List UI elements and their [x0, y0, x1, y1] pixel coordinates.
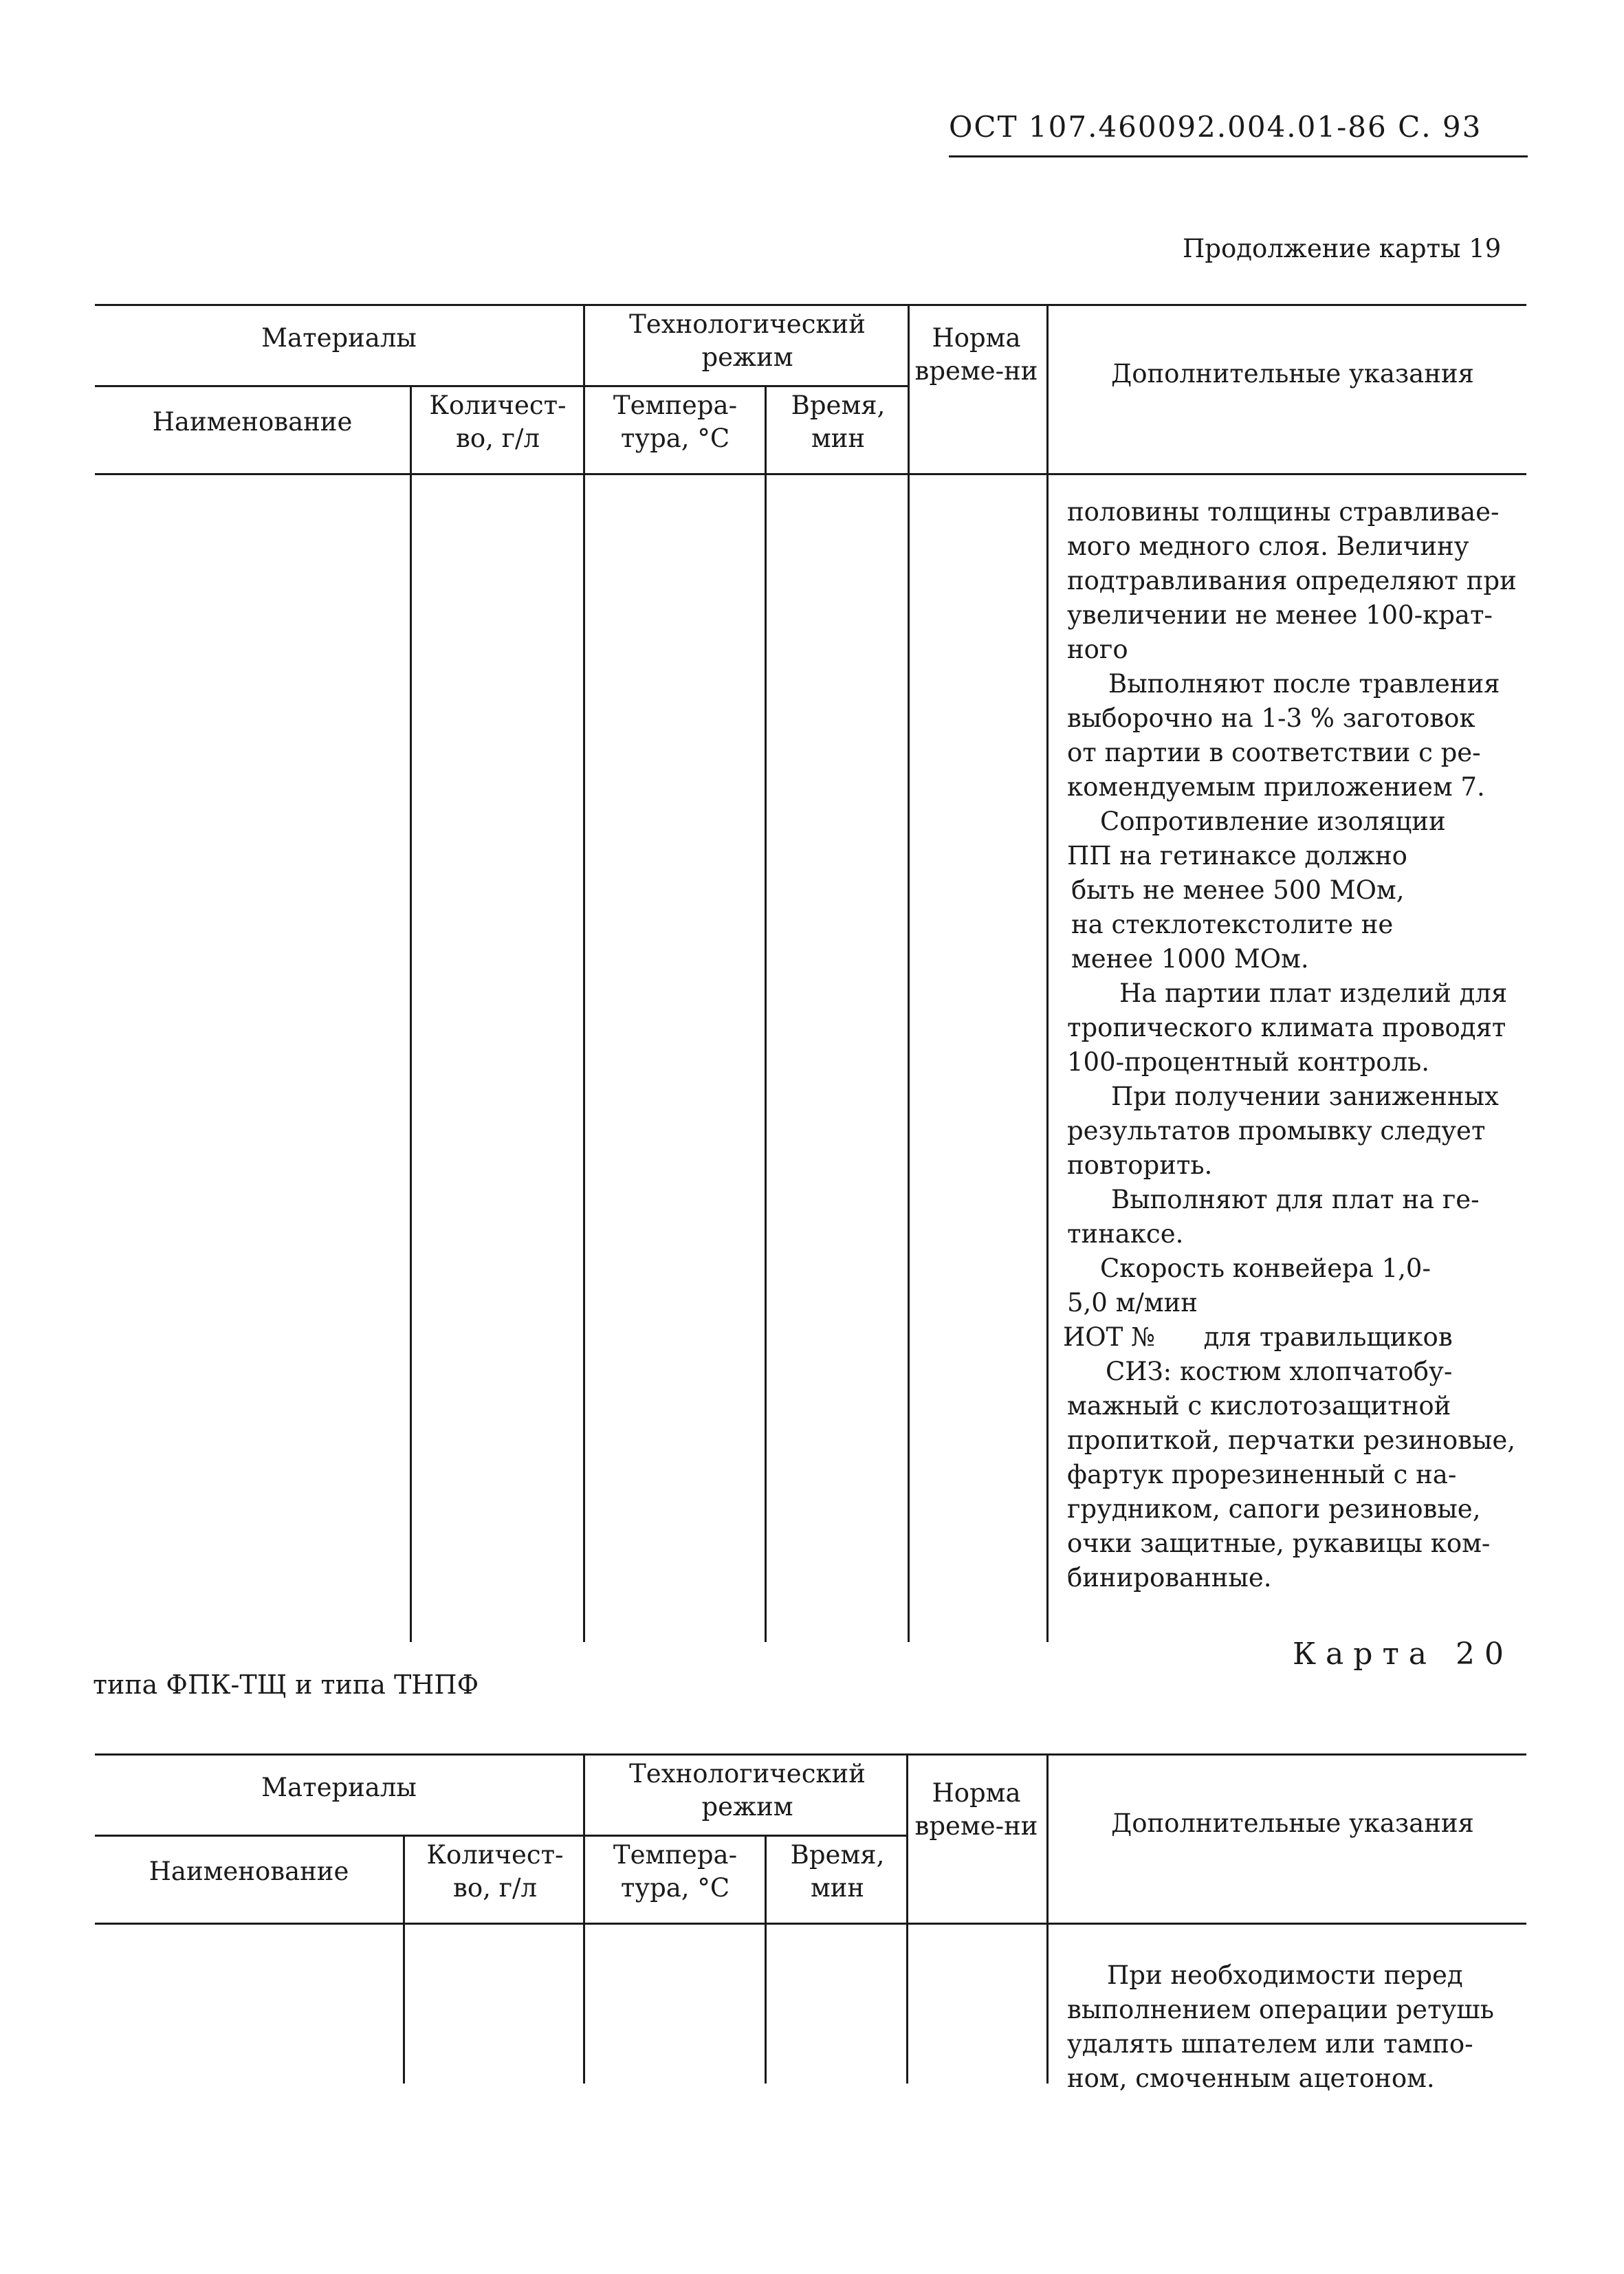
note-line: половины толщины стравливае-	[1067, 497, 1500, 527]
header-time-norm: Норма време-ни	[914, 1778, 1038, 1841]
note-line: тропического климата проводят	[1067, 1013, 1506, 1042]
note-line: При необходимости перед	[1107, 1960, 1463, 1990]
table1-col-divider	[908, 304, 910, 1642]
note-line: бинированные.	[1067, 1563, 1272, 1593]
note-line: мого медного слоя. Величину	[1067, 532, 1469, 561]
table2-col-divider	[765, 1835, 767, 2084]
note-line: от партии в соответствии с ре-	[1067, 738, 1481, 767]
table2-top-rule	[95, 1753, 1526, 1756]
note-line: увеличении не менее 100-крат-	[1067, 600, 1493, 630]
note-line: ПП на гетинаксе должно	[1067, 841, 1407, 871]
note-line: выборочно на 1-3 % заготовок	[1067, 703, 1475, 733]
table2-col-divider	[583, 1753, 585, 2084]
note-line: ного	[1067, 635, 1128, 664]
table1-header-bottom-rule	[95, 473, 1526, 475]
card-20-title: Карта 20	[1293, 1637, 1513, 1672]
header-rule	[949, 155, 1528, 157]
header-name: Наименование	[149, 1857, 349, 1886]
note-line: менее 1000 МОм.	[1071, 944, 1309, 974]
header-quantity: Количест-во, г/л	[426, 1840, 564, 1903]
note-line: быть не менее 500 МОм,	[1071, 875, 1405, 905]
header-tech-mode: Технологический режим	[629, 309, 866, 372]
header-temperature: Темпера-тура, °C	[613, 391, 738, 453]
note-line: При получении заниженных	[1111, 1082, 1499, 1111]
table1-col-divider	[1046, 304, 1049, 1642]
header-time: Время, мин	[791, 391, 886, 453]
header-time: Время, мин	[790, 1840, 885, 1903]
header-quantity: Количест-во, г/л	[429, 391, 567, 453]
note-line: комендуемым приложением 7.	[1067, 772, 1485, 802]
header-name: Наименование	[152, 407, 353, 437]
table2-col-divider	[1046, 1753, 1049, 2084]
header-temperature: Темпера-тура, °C	[613, 1840, 738, 1903]
header-materials: Материалы	[261, 1773, 417, 1802]
table2-header-bottom-rule	[95, 1923, 1526, 1925]
continuation-label: Продолжение карты 19	[1183, 234, 1502, 263]
note-line: На партии плат изделий для	[1119, 979, 1508, 1008]
note-line: удалять шпателем или тампо-	[1067, 2029, 1473, 2059]
table1-col-divider	[765, 385, 767, 1642]
note-line: выполнением операции ретушь	[1067, 1995, 1494, 2024]
note-line: СИЗ: костюм хлопчатобу-	[1106, 1357, 1453, 1386]
header-notes: Дополнительные указания	[1111, 359, 1474, 389]
table1-col-divider	[583, 304, 585, 1642]
note-line: очки защитные, рукавицы ком-	[1067, 1529, 1491, 1558]
note-line: грудником, сапоги резиновые,	[1067, 1494, 1481, 1524]
note-line: повторить.	[1067, 1150, 1213, 1180]
card-20-subtitle: типа ФПК-ТЩ и типа ТНПФ	[93, 1670, 479, 1700]
note-line: тинаксе.	[1067, 1219, 1184, 1249]
table2-col-divider	[403, 1835, 405, 2084]
header-time-norm: Норма време-ни	[914, 323, 1038, 386]
header-tech-mode: Технологический режим	[629, 1759, 866, 1822]
note-line: пропиткой, перчатки резиновые,	[1067, 1425, 1516, 1455]
note-line: фартук прорезиненный с на-	[1067, 1460, 1457, 1489]
note-line: Сопротивление изоляции	[1100, 807, 1446, 836]
note-line: ном, смоченным ацетоном.	[1067, 2064, 1435, 2093]
document-code: ОСТ 107.460092.004.01-86 С. 93	[949, 110, 1482, 144]
note-line: 5,0 м/мин	[1067, 1288, 1198, 1318]
note-line: Выполняют для плат на ге-	[1111, 1185, 1480, 1214]
note-line: мажный с кислотозащитной	[1067, 1391, 1451, 1421]
note-line: Скорость конвейера 1,0-	[1100, 1254, 1431, 1283]
header-notes: Дополнительные указания	[1111, 1808, 1474, 1838]
table1-col-divider	[410, 385, 412, 1642]
note-line: подтравливания определяют при	[1067, 566, 1517, 595]
note-line: ИОТ № для травильщиков	[1063, 1322, 1453, 1352]
table1-subheader-rule	[95, 385, 908, 387]
note-line: на стеклотекстолите не	[1071, 910, 1394, 939]
note-line: Выполняют после травления	[1108, 669, 1500, 699]
table2-col-divider	[906, 1753, 908, 2084]
note-line: результатов промывку следует	[1067, 1116, 1486, 1146]
table2-subheader-rule	[95, 1835, 908, 1837]
header-materials: Материалы	[261, 323, 417, 353]
table1-top-rule	[95, 304, 1526, 306]
note-line: 100-процентный контроль.	[1067, 1047, 1429, 1077]
